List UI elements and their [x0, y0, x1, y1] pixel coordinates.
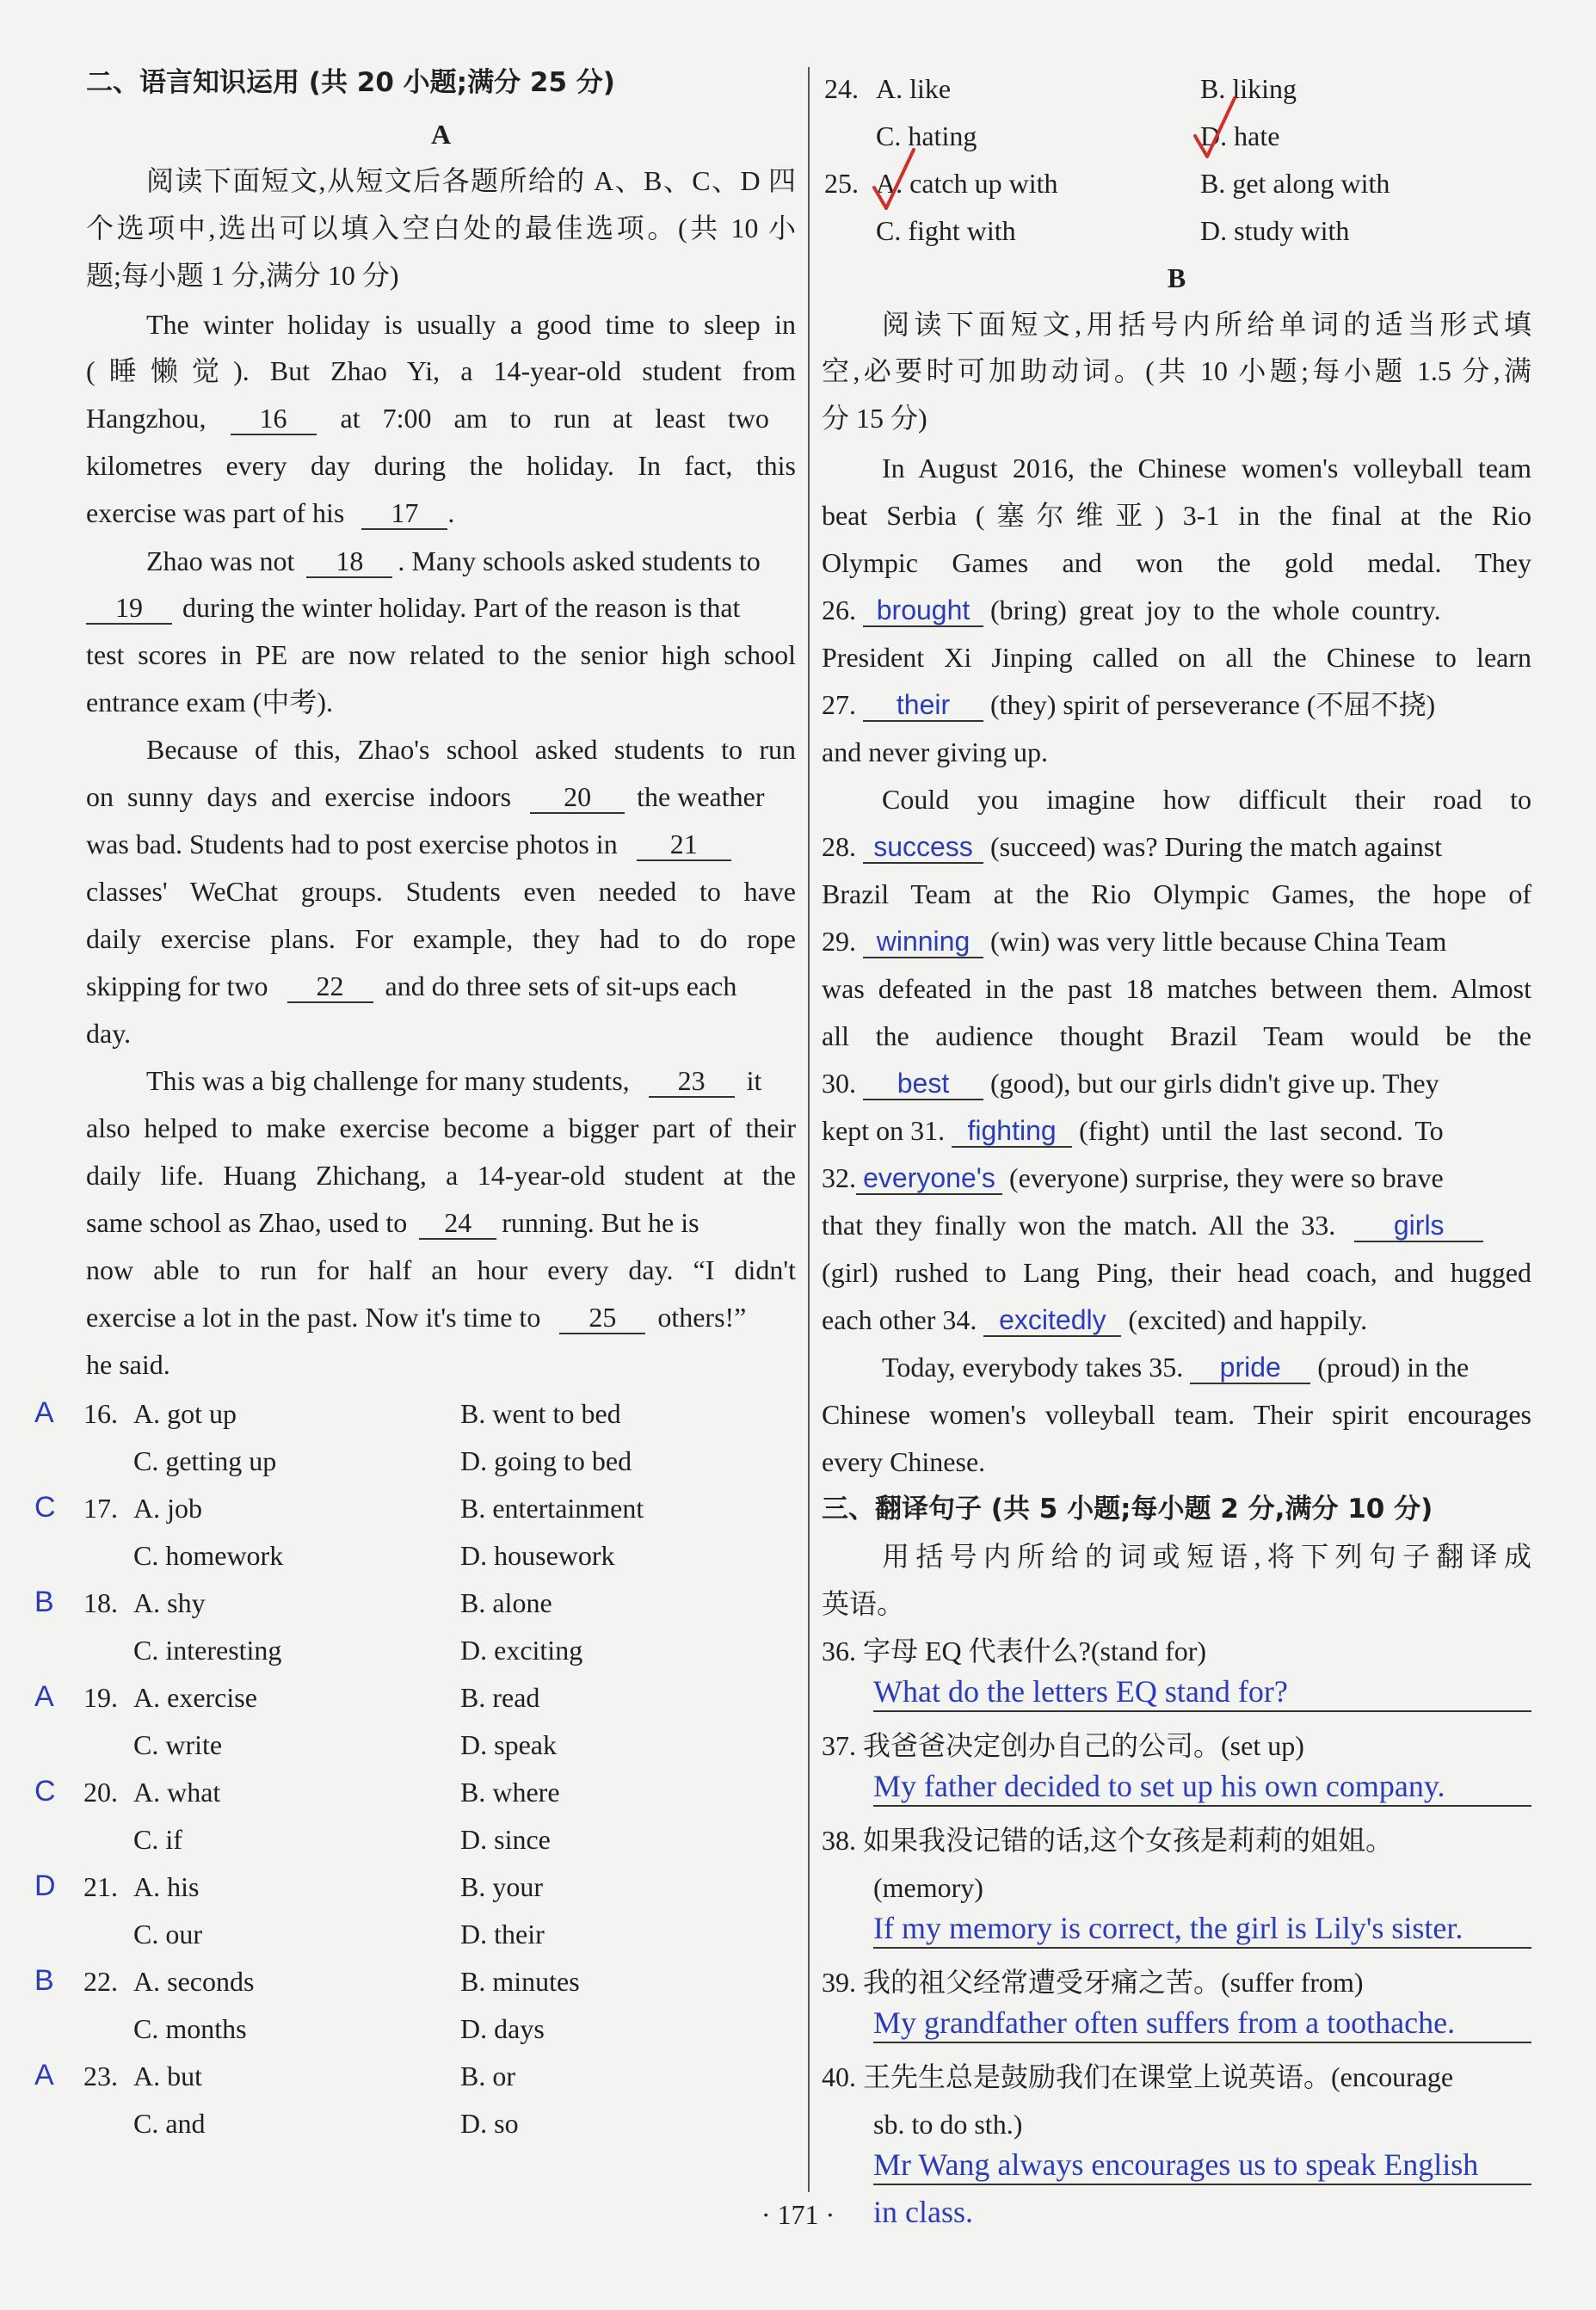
q16-option-d: D. going to bed [460, 1445, 632, 1476]
q24-option-d: D. hate [1200, 120, 1280, 151]
answer-26: brought [863, 594, 983, 627]
q36-prompt: 36. 字母 EQ 代表什么?(stand for) [822, 1635, 1207, 1666]
q18-option-c: C. interesting [133, 1635, 282, 1666]
q21-option-a: A. his [133, 1871, 200, 1902]
answer-35: pride [1190, 1352, 1310, 1384]
q38-prompt: 38. 如果我没记错的话,这个女孩是莉莉的姐姐。 [822, 1825, 1394, 1856]
q16-option-b: B. went to bed [460, 1398, 621, 1429]
partB-line3: Olympic Games and won the gold medal. They [822, 547, 1531, 578]
p4-line5: now able to run for half an hour every day. “I didn't [86, 1254, 796, 1285]
partB-label: B [1167, 262, 1186, 293]
q19-num: 19. [83, 1682, 118, 1713]
q21-option-d: D. their [460, 1919, 545, 1950]
q36-answer: What do the letters EQ stand for? [873, 1672, 1531, 1712]
answer-mark-16: A [34, 1396, 54, 1429]
q23-num: 23. [83, 2061, 118, 2091]
q17-option-d: D. housework [460, 1540, 615, 1571]
answer-mark-17: C [34, 1491, 56, 1524]
q24-num: 24. [824, 73, 859, 104]
partA-label: A [430, 119, 452, 150]
p4-line7: he said. [86, 1349, 170, 1380]
blank-24: 24 [419, 1207, 496, 1240]
answer-30: best [863, 1068, 983, 1100]
q40-answer: Mr Wang always encourages us to speak English [873, 2146, 1531, 2185]
q22-option-b: B. minutes [460, 1966, 580, 1997]
answer-mark-21: D [34, 1870, 56, 1902]
q18-option-a: A. shy [133, 1587, 206, 1618]
p4-line3: daily life. Huang Zhichang, a 14-year-old student at the [86, 1160, 796, 1191]
partB-line11: 29. winning (win) was very little because China Team [822, 926, 1447, 957]
blank-16: 16 [231, 403, 317, 435]
partB-line10: Brazil Team at the Rio Olympic Games, the hope of [822, 878, 1531, 909]
q18-option-b: B. alone [460, 1587, 552, 1618]
partB-line2: beat Serbia (塞尔维亚) 3-1 in the final at the Rio [822, 500, 1531, 531]
p3-line5: daily exercise plans. For example, they had to do rope [86, 923, 796, 954]
answer-27: their [863, 689, 983, 722]
q20-option-c: C. if [133, 1824, 182, 1855]
blank-19: 19 [86, 592, 172, 625]
q22-option-c: C. months [133, 2013, 247, 2044]
p1-line5: exercise was part of his 17 . [86, 497, 455, 528]
blank-17: 17 [361, 497, 447, 530]
partB-line17: that they finally won the match. All the 33. girls [822, 1208, 1483, 1242]
q23-option-a: A. but [133, 2061, 202, 2091]
p1-line2: (睡懒觉). But Zhao Yi, a 14-year-old student from [86, 355, 796, 386]
p2-line1: Zhao was not 18 . Many schools asked students to [146, 545, 761, 576]
answer-mark-23: A [34, 2059, 54, 2091]
q21-option-c: C. our [133, 1919, 202, 1950]
q40-prompt: 40. 王先生总是鼓励我们在课堂上说英语。(encourage [822, 2061, 1454, 2092]
answer-33: girls [1354, 1210, 1483, 1242]
q20-option-d: D. since [460, 1824, 551, 1855]
answer-34: excitedly [983, 1304, 1121, 1337]
q39-answer: My grandfather often suffers from a toothache. [873, 2004, 1531, 2043]
partB-line20: Today, everybody takes 35. pride (proud) in the [882, 1352, 1470, 1383]
checkmark-icon [869, 146, 921, 215]
partB-line22: every Chinese. [822, 1446, 986, 1477]
p3-line2: on sunny days and exercise indoors 20 the weather [86, 781, 765, 812]
q40-answer-cont: in class. [873, 2195, 973, 2229]
partB-line8: Could you imagine how difficult their road to [882, 784, 1531, 815]
q37-answer: My father decided to set up his own company. [873, 1767, 1531, 1807]
blank-25: 25 [559, 1302, 645, 1334]
q23-option-d: D. so [460, 2108, 519, 2139]
p1-line3: Hangzhou, 16 at 7:00 am to run at least two [86, 403, 769, 434]
partB-line21: Chinese women's volleyball team. Their spirit encourages [822, 1399, 1531, 1430]
p2-line4: entrance exam (中考). [86, 687, 333, 718]
p3-line6: skipping for two 22 and do three sets of sit-ups each [86, 970, 737, 1001]
q18-num: 18. [83, 1587, 118, 1618]
q22-option-a: A. seconds [133, 1966, 255, 1997]
partB-line1: In August 2016, the Chinese women's volleyball team [882, 453, 1531, 484]
partB-line13: all the audience thought Brazil Team would be the [822, 1020, 1531, 1051]
column-divider [808, 67, 810, 2192]
p4-line1: This was a big challenge for many students, 23 it [146, 1065, 762, 1096]
q20-option-a: A. what [133, 1777, 221, 1808]
p4-line6: exercise a lot in the past. Now it's time to 25 others!” [86, 1302, 747, 1333]
partB-line7: and never giving up. [822, 736, 1049, 767]
q21-num: 21. [83, 1871, 118, 1902]
q22-option-d: D. days [460, 2013, 545, 2044]
partA-instr-3: 题;每小题 1 分,满分 10 分) [86, 260, 399, 291]
partB-line14: 30. best (good), but our girls didn't give up. They [822, 1068, 1439, 1099]
q20-num: 20. [83, 1777, 118, 1808]
partB-line9: 28. success (succeed) was? During the match against [822, 831, 1443, 862]
answer-mark-20: C [34, 1775, 56, 1808]
q22-num: 22. [83, 1966, 118, 1997]
q37-prompt: 37. 我爸爸决定创办自己的公司。(set up) [822, 1730, 1304, 1761]
partB-instr-2: 空,必要时可加助动词。(共 10 小题;每小题 1.5 分,满 [822, 355, 1531, 386]
q24-option-c: C. hating [876, 120, 977, 151]
q25-num: 25. [824, 168, 859, 199]
partB-line4: 26. brought (bring) great joy to the whole country. [822, 594, 1441, 625]
q38-prompt-cont: (memory) [873, 1872, 983, 1903]
q25-option-b: B. get along with [1200, 168, 1390, 199]
section2-heading: 二、语言知识运用 (共 20 小题;满分 25 分) [86, 67, 615, 98]
section3-instr-2: 英语。 [822, 1588, 905, 1619]
q39-prompt: 39. 我的祖父经常遭受牙痛之苦。(suffer from) [822, 1967, 1364, 1998]
q25-option-d: D. study with [1200, 215, 1350, 246]
page-number: · 171 · [761, 2199, 835, 2230]
q18-option-d: D. exciting [460, 1635, 583, 1666]
partB-line6: 27. their (they) spirit of perseverance (不屈不挠) [822, 689, 1436, 720]
blank-20: 20 [530, 781, 625, 814]
blank-22: 22 [287, 970, 373, 1003]
partB-instr-3: 分 15 分) [822, 403, 927, 434]
partB-line15: kept on 31. fighting (fight) until the last second. To [822, 1115, 1444, 1146]
p1-line1: The winter holiday is usually a good time to sleep in [146, 309, 796, 340]
answer-mark-19: A [34, 1680, 54, 1713]
partA-instr-1: 阅读下面短文,从短文后各题所给的 A、B、C、D 四 [146, 165, 796, 196]
answer-29: winning [863, 926, 983, 958]
q19-option-b: B. read [460, 1682, 540, 1713]
answer-mark-22: B [34, 1964, 54, 1997]
q23-option-b: B. or [460, 2061, 515, 2091]
q17-option-c: C. homework [133, 1540, 284, 1571]
p2-line3: test scores in PE are now related to the senior high school [86, 639, 796, 670]
q19-option-c: C. write [133, 1729, 223, 1760]
p2-line2: 19 during the winter holiday. Part of the reason is that [86, 590, 740, 625]
q40-prompt-cont: sb. to do sth.) [873, 2109, 1023, 2140]
q17-option-b: B. entertainment [460, 1493, 644, 1524]
partB-instr-1: 阅读下面短文,用括号内所给单词的适当形式填 [882, 309, 1531, 340]
partB-line5: President Xi Jinping called on all the Chinese to learn [822, 642, 1531, 673]
answer-32: everyone's [856, 1162, 1002, 1195]
p4-line2: also helped to make exercise become a bigger part of their [86, 1112, 796, 1143]
q17-option-a: A. job [133, 1493, 202, 1524]
q17-num: 17. [83, 1493, 118, 1524]
q25-option-a: A. catch up with [876, 168, 1058, 199]
p3-line7: day. [86, 1018, 132, 1049]
partB-line18: (girl) rushed to Lang Ping, their head coach, and hugged [822, 1257, 1531, 1288]
partA-instr-2: 个选项中,选出可以填入空白处的最佳选项。(共 10 小 [86, 213, 796, 243]
answer-mark-18: B [34, 1586, 54, 1618]
q19-option-a: A. exercise [133, 1682, 257, 1713]
p3-line1: Because of this, Zhao's school asked students to run [146, 734, 796, 765]
p3-line3: was bad. Students had to post exercise photos in 21 [86, 827, 731, 861]
q25-option-c: C. fight with [876, 215, 1016, 246]
p4-line4: same school as Zhao, used to 24 running. But he is [86, 1207, 699, 1238]
q19-option-d: D. speak [460, 1729, 557, 1760]
blank-23: 23 [649, 1065, 735, 1098]
q38-answer: If my memory is correct, the girl is Lily's sister. [873, 1909, 1531, 1949]
q24-option-a: A. like [876, 73, 952, 104]
q21-option-b: B. your [460, 1871, 543, 1902]
partB-line16: 32. everyone's (everyone) surprise, they were so brave [822, 1162, 1444, 1193]
checkmark-icon [1190, 95, 1242, 163]
p1-line4: kilometres every day during the holiday. In fact, this [86, 450, 796, 481]
blank-21: 21 [637, 829, 731, 861]
blank-18: 18 [306, 545, 392, 578]
answer-28: success [863, 831, 983, 864]
q24-option-b: B. liking [1200, 73, 1297, 104]
q16-num: 16. [83, 1398, 118, 1429]
answer-31: fighting [952, 1115, 1072, 1148]
section3-heading: 三、翻译句子 (共 5 小题;每小题 2 分,满分 10 分) [822, 1494, 1433, 1525]
partB-line19: each other 34. excitedly (excited) and happily. [822, 1304, 1368, 1335]
q16-option-c: C. getting up [133, 1445, 277, 1476]
q23-option-c: C. and [133, 2108, 206, 2139]
p3-line4: classes' WeChat groups. Students even needed to have [86, 876, 796, 907]
q20-option-b: B. where [460, 1777, 560, 1808]
q16-option-a: A. got up [133, 1398, 237, 1429]
section3-instr-1: 用括号内所给的词或短语,将下列句子翻译成 [882, 1541, 1531, 1572]
partB-line12: was defeated in the past 18 matches between them. Almost [822, 973, 1531, 1004]
